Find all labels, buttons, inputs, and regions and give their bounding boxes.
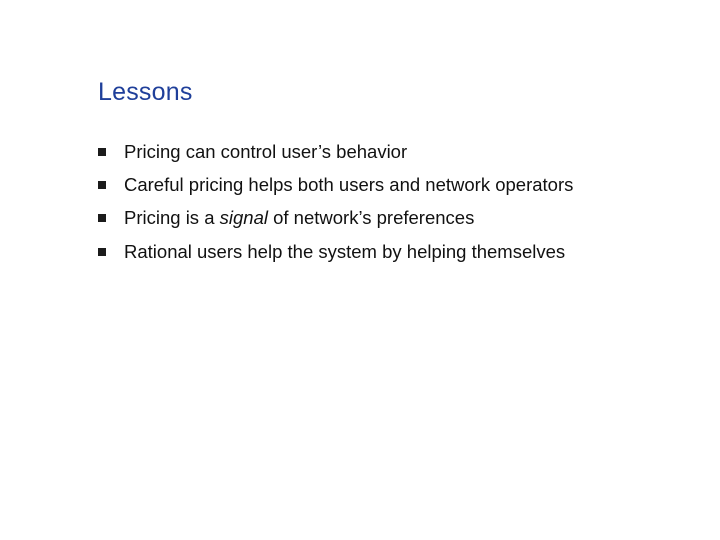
bullet-text: Pricing can control user’s behavior (124, 140, 408, 162)
square-bullet-icon (98, 214, 106, 222)
bullet-text (124, 207, 474, 229)
bullet-item (97, 202, 573, 235)
bullet-text: Careful pricing helps both users and network operators (124, 174, 574, 196)
bullet-text: Rational users help the system by helping themselves (124, 240, 566, 262)
bullet-item (97, 235, 573, 268)
square-bullet-icon (98, 248, 106, 256)
bullet-item (97, 168, 573, 201)
slide-title: Lessons (98, 78, 193, 106)
bullet-text-before: Pricing is a (124, 207, 220, 229)
bullet-list (97, 135, 573, 269)
square-bullet-icon (98, 181, 106, 189)
square-bullet-icon (98, 148, 106, 156)
bullet-item (97, 135, 573, 168)
bullet-text-after: of network’s preferences (267, 207, 475, 229)
bullet-emphasis: signal (219, 207, 268, 229)
